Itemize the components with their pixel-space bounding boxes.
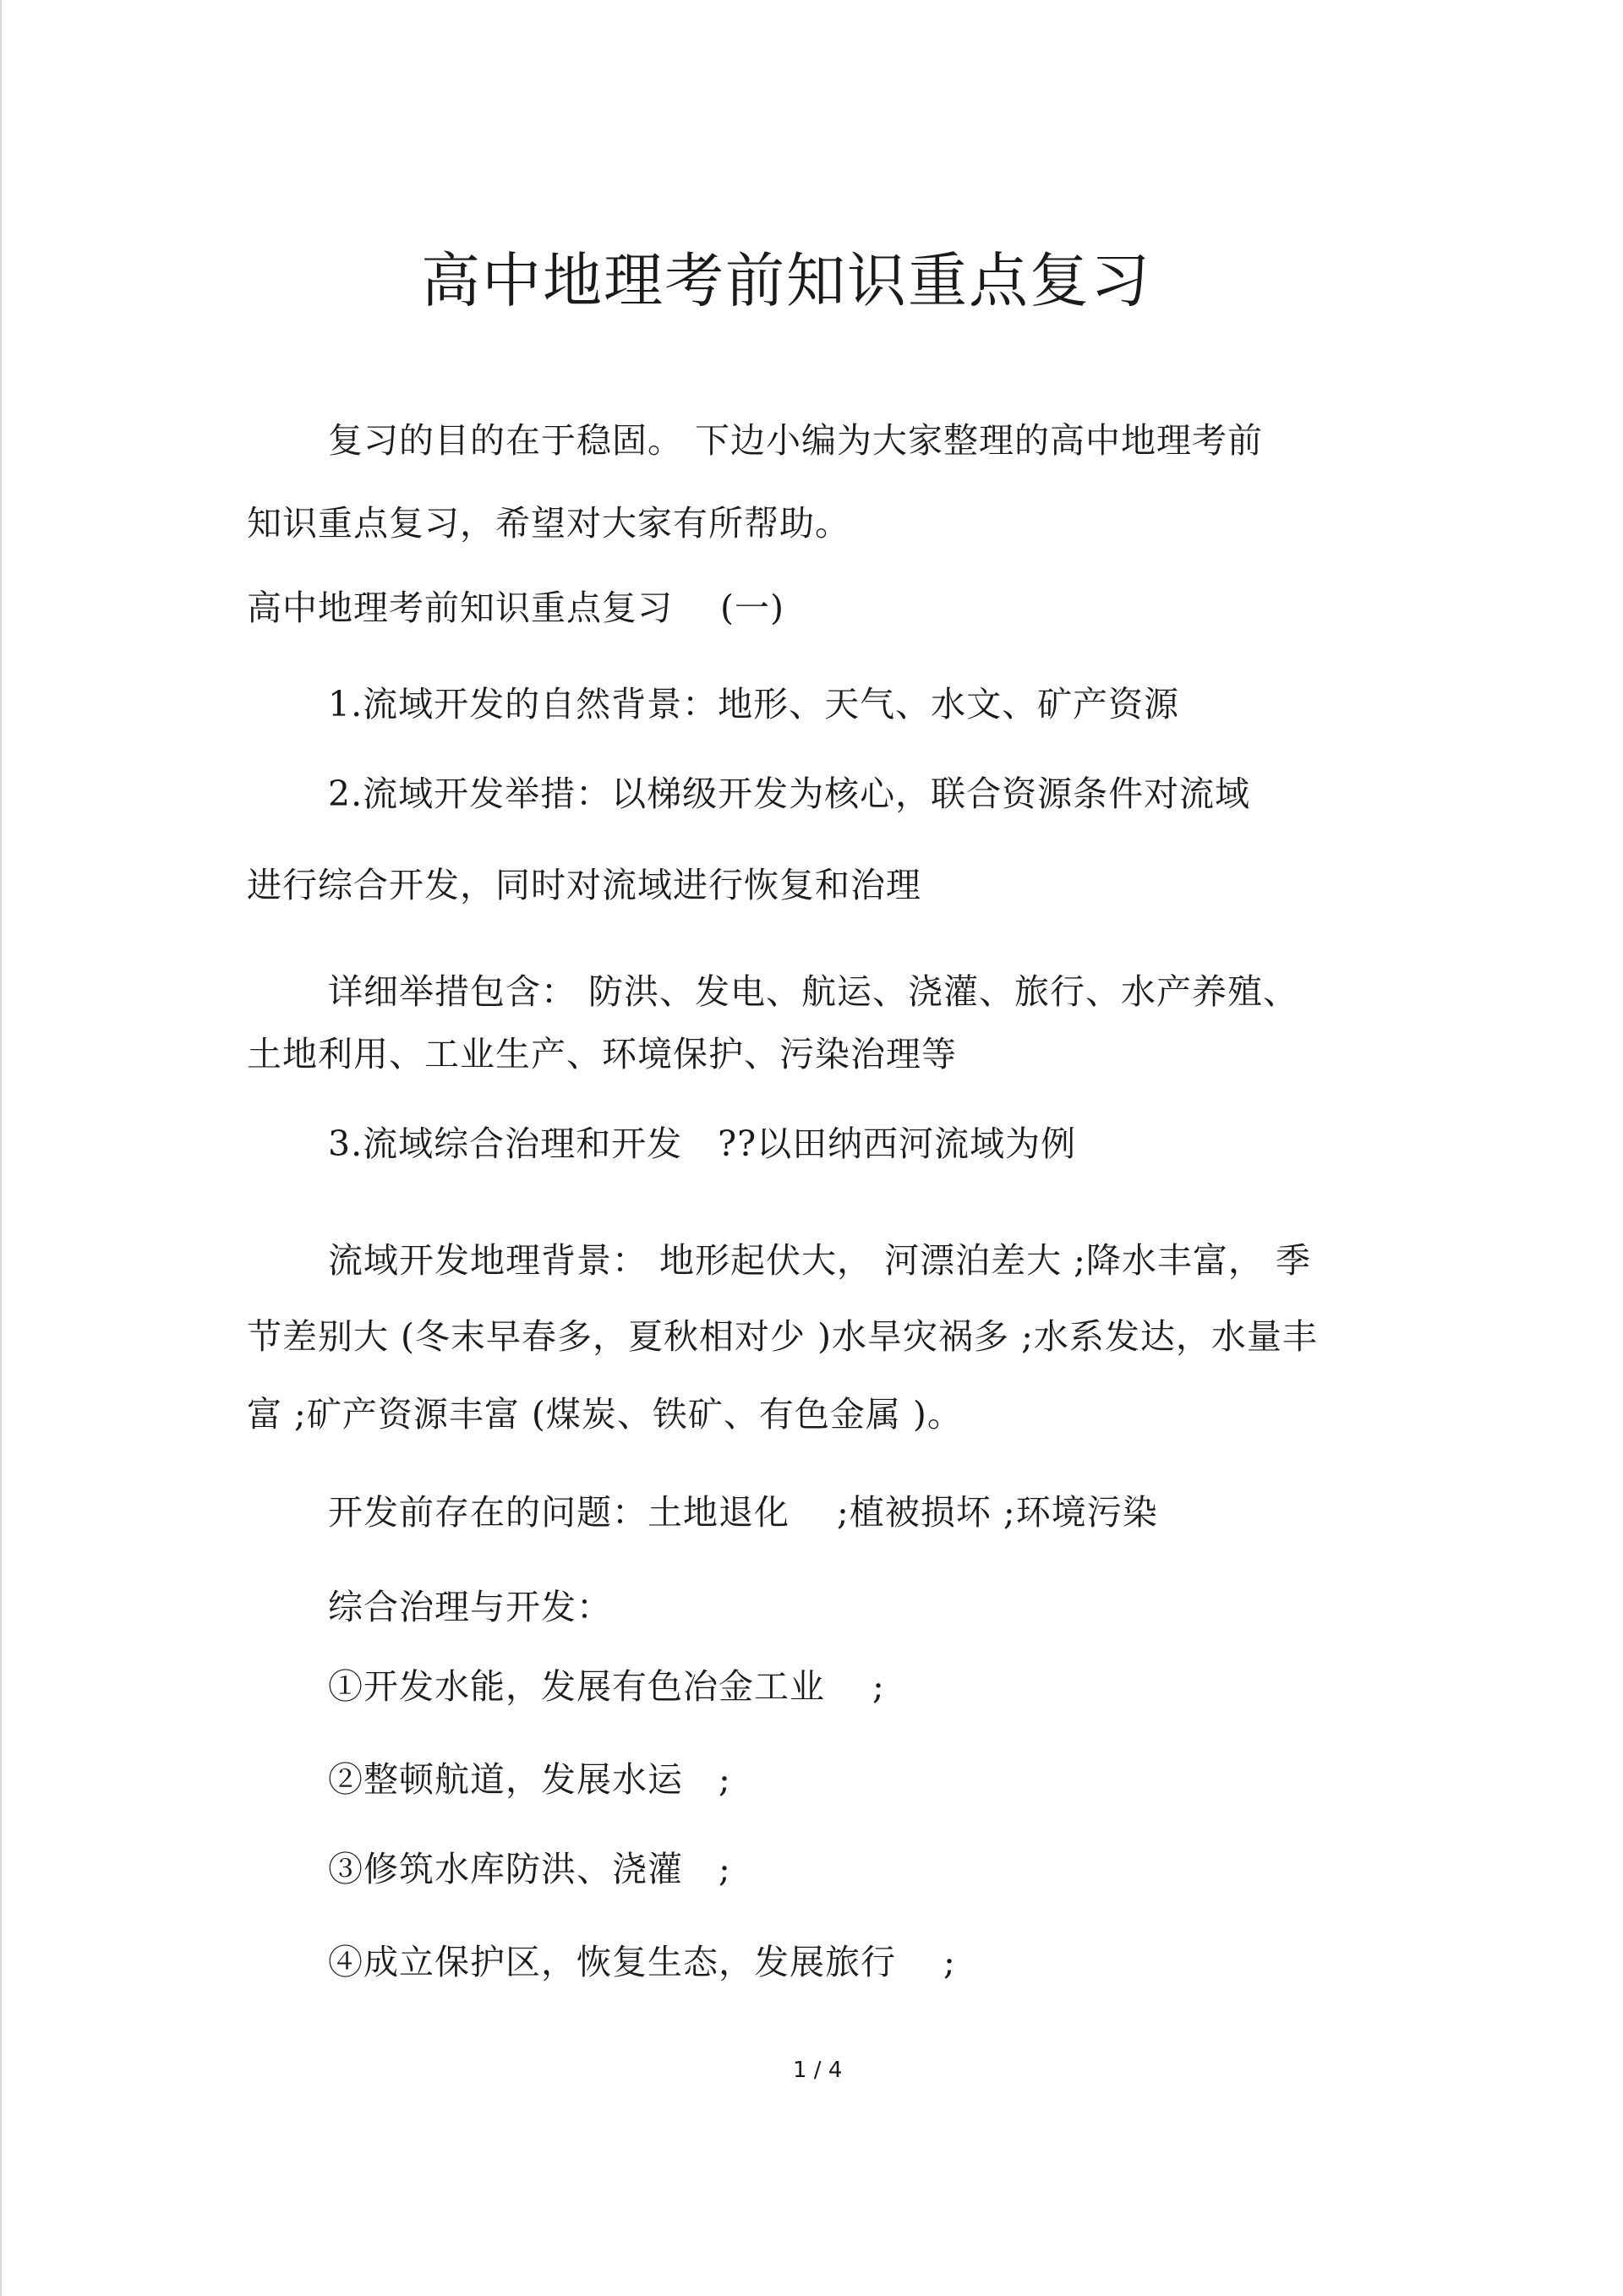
paragraph-line: 3.流域综合治理和开发 ??以田纳西河流域为例 <box>328 1123 1077 1164</box>
paragraph-line: 开发前存在的问题：土地退化 ;植被损坏 ;环境污染 <box>328 1492 1158 1533</box>
paragraph-line: 复习的目的在于稳固。 下边小编为大家整理的高中地理考前 <box>328 420 1264 461</box>
list-item: ④成立保护区，恢复生态，发展旅行 ; <box>328 1942 956 1982</box>
paragraph-line: 详细举措包含： 防洪、发电、航运、浇灌、旅行、水产养殖、 <box>328 971 1299 1012</box>
paragraph-line: 1.流域开发的自然背景：地形、天气、水文、矿产资源 <box>328 684 1180 724</box>
paragraph-line: 进行综合开发，同时对流域进行恢复和治理 <box>247 865 921 905</box>
list-item: ②整顿航道，发展水运 ; <box>328 1759 731 1800</box>
paragraph-line: 富 ;矿产资源丰富 (煤炭、铁矿、有色金属 )。 <box>247 1394 963 1435</box>
paragraph-line: 2.流域开发举措：以梯级开发为核心，联合资源条件对流域 <box>328 774 1251 814</box>
list-item: ③修筑水库防洪、浇灌 ; <box>328 1849 731 1889</box>
section-heading: 高中地理考前知识重点复习 (一) <box>247 588 785 628</box>
paragraph-line: 综合治理与开发： <box>328 1587 612 1627</box>
document-title: 高中地理考前知识重点复习 <box>421 246 1151 315</box>
paragraph-line: 知识重点复习，希望对大家有所帮助。 <box>247 503 850 544</box>
paragraph-line: 土地利用、工业生产、环境保护、污染治理等 <box>247 1034 957 1074</box>
list-item: ①开发水能，发展有色冶金工业 ; <box>328 1666 885 1707</box>
paragraph-line: 流域开发地理背景： 地形起伏大， 河漂泊差大 ;降水丰富， 季 <box>328 1240 1311 1281</box>
paragraph-line: 节差别大 (冬末早春多，夏秋相对少 )水旱灾祸多 ;水系发达，水量丰 <box>247 1316 1318 1357</box>
page-number: 1 / 4 <box>793 2058 843 2083</box>
